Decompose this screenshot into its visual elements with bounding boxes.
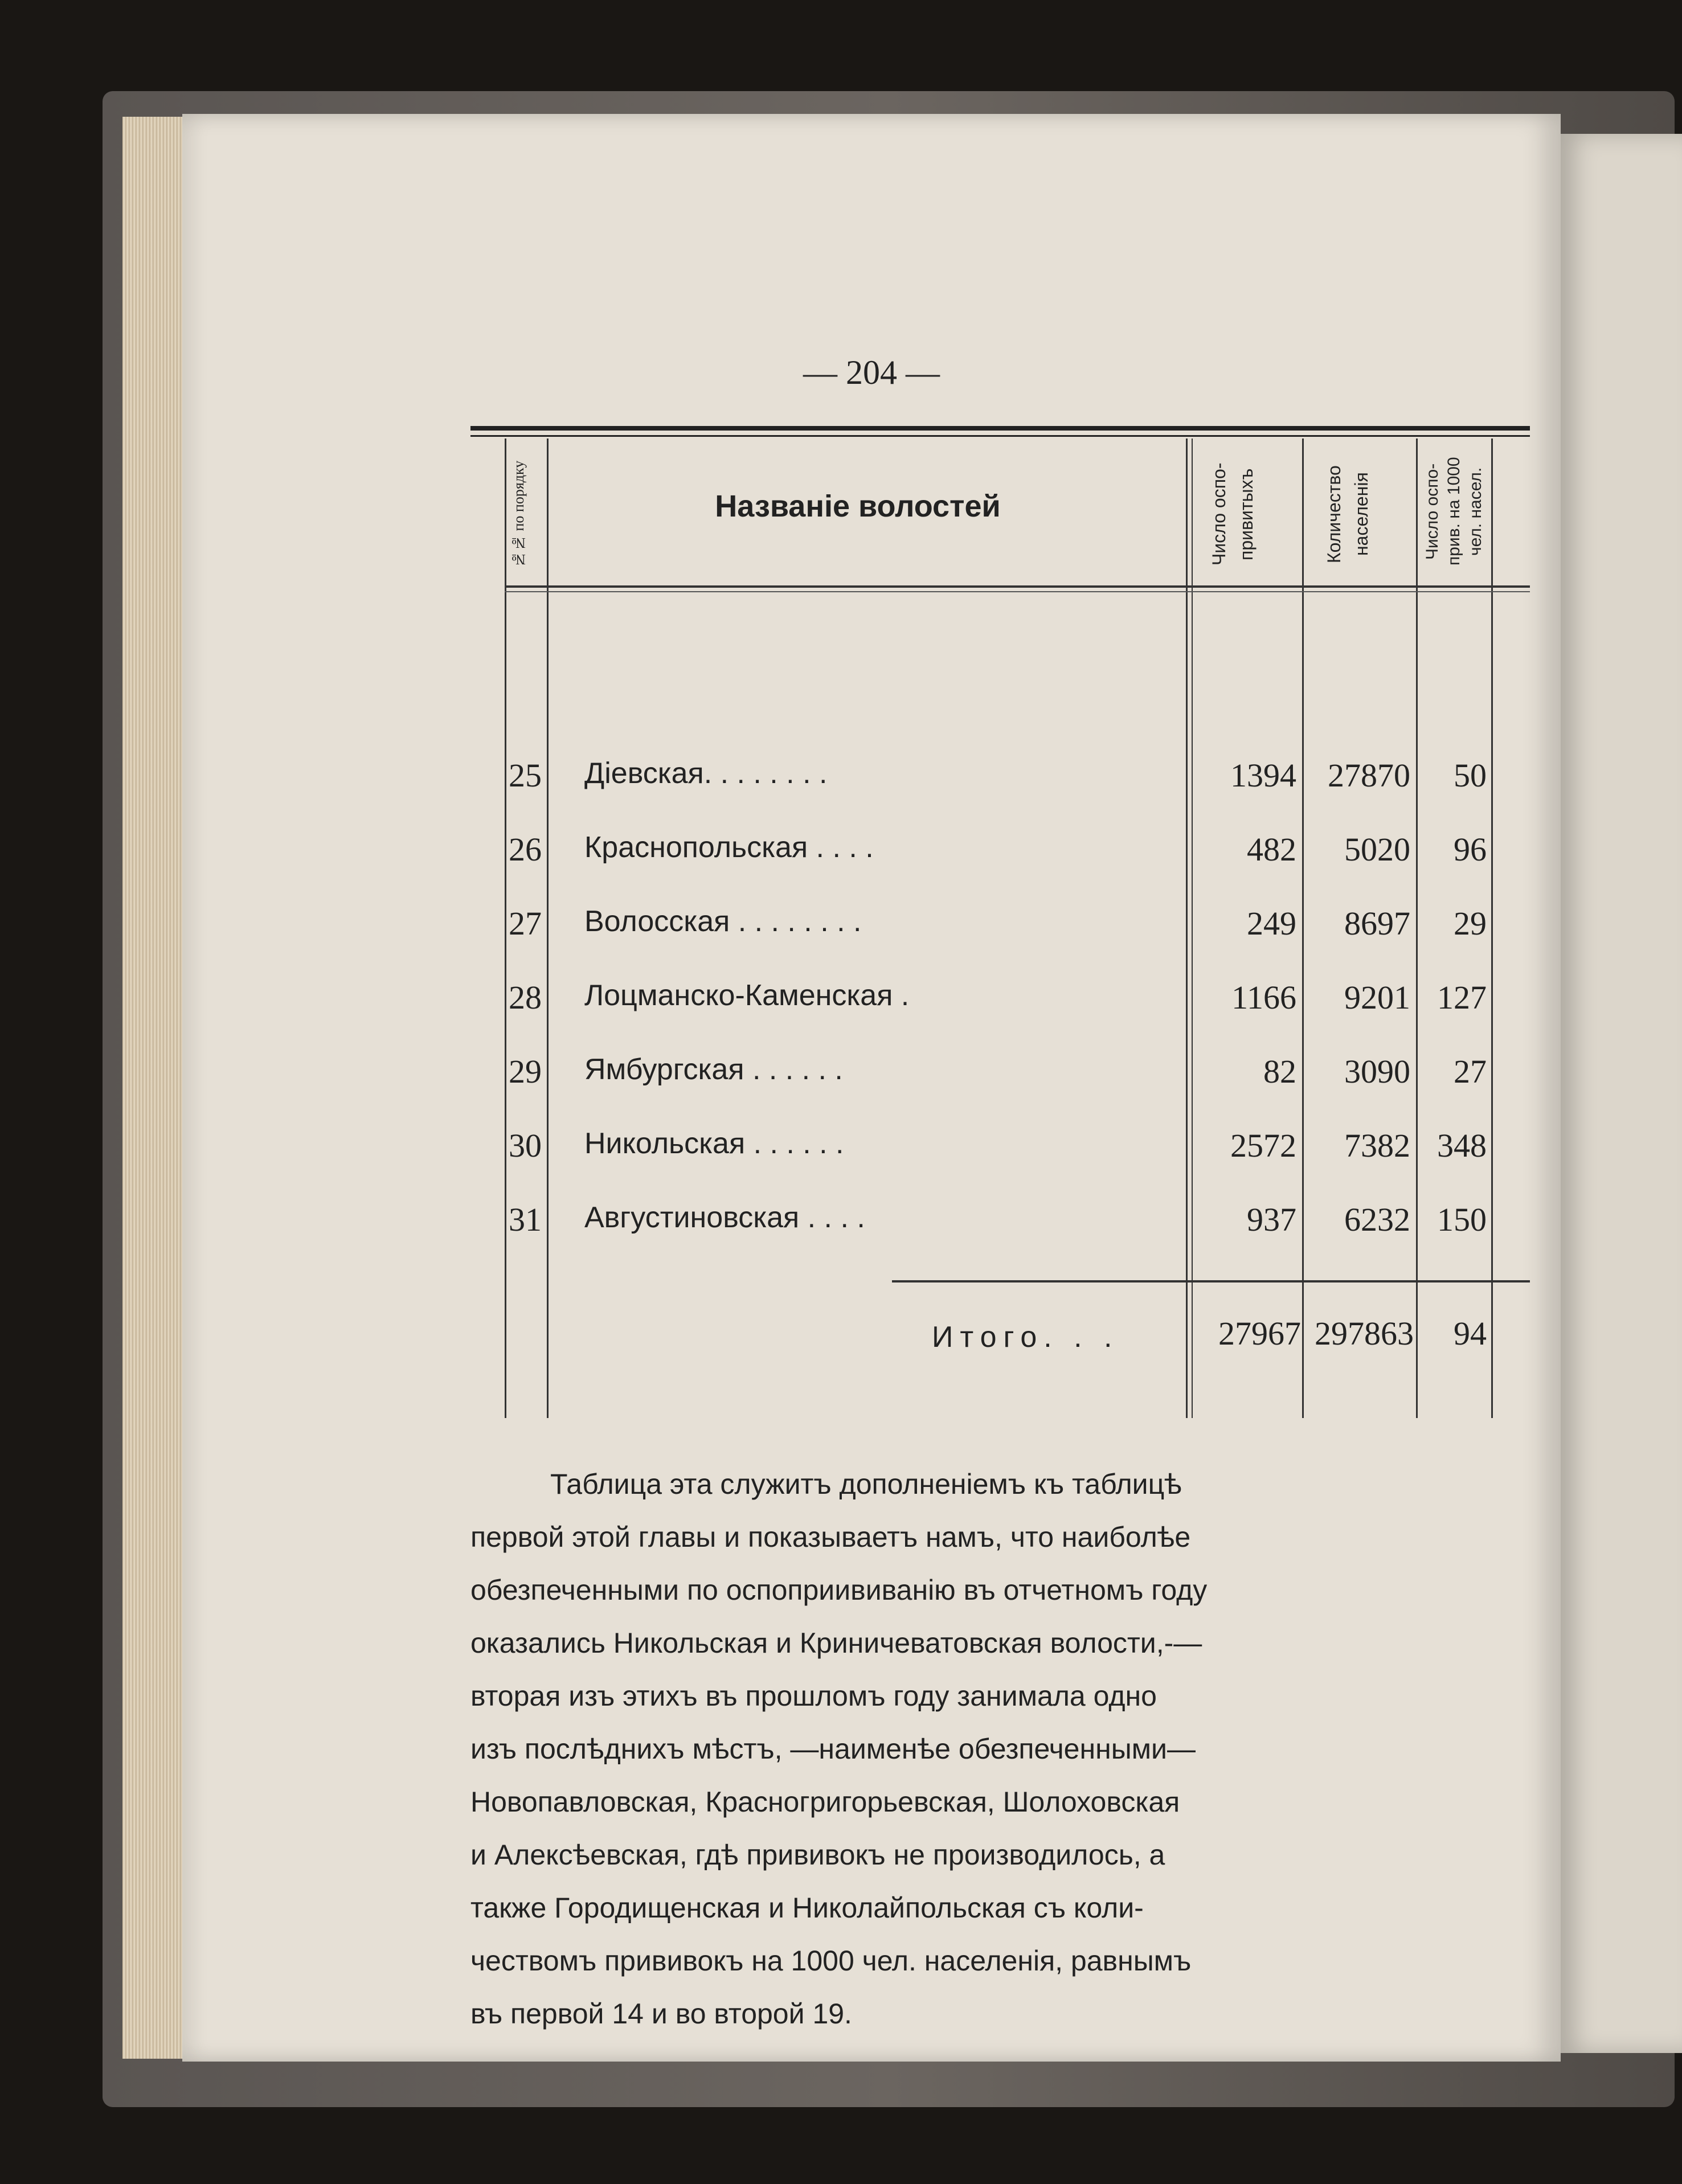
table-row [470,904,1530,973]
header-name: Названіе волостей [715,489,1001,523]
table-row [470,1126,1530,1195]
body-paragraph [470,1458,1534,2040]
total-per-1000: 94 [1454,1315,1487,1352]
page-number: — 204 — [803,354,940,391]
vaccinated-count: 249 [1247,905,1296,942]
district-name: Никольская . . . . . . [584,1127,844,1160]
district-name: Лоцманско-Каменская . [584,979,910,1012]
paragraph-line: чествомъ прививокъ на 1000 чел. населенія, равнымъ [470,1945,1192,1977]
row-number: 26 [509,831,542,868]
header-per-1000: Число оспо- прив. на 1000 чел. насел. [1423,457,1485,566]
vaccinated-count: 1394 [1230,757,1296,794]
per-1000-value: 29 [1454,905,1487,942]
table-top-rule-thin [470,435,1530,437]
total-population: 297863 [1315,1315,1414,1352]
per-1000-value: 96 [1454,831,1487,868]
paragraph-line: обезпеченными по оспоприививанію въ отчетномъ году [470,1574,1208,1606]
header-rule [505,585,1530,588]
per-1000-value: 50 [1454,757,1487,794]
paragraph-line: вторая изъ этихъ въ прошломъ году занимала одно [470,1680,1157,1712]
paragraph-line: изъ послѣднихъ мѣстъ, —наименѣе обезпеченными— [470,1733,1196,1765]
vaccinated-count: 1166 [1231,979,1296,1016]
per-1000-value: 348 [1437,1127,1487,1164]
district-name: Ямбургская . . . . . . [584,1053,843,1086]
table-row [470,1052,1530,1121]
vaccinated-count: 2572 [1230,1127,1296,1164]
paragraph-line: Новопавловская, Красногригорьевская, Шолоховская [470,1786,1180,1818]
total-label: Итого. . . [932,1321,1119,1354]
district-vaccination-table [470,426,1530,1423]
population-count: 5020 [1344,831,1410,868]
table-top-rule [470,426,1530,431]
row-number: 30 [509,1127,542,1164]
header-index: №№ по порядку [510,460,527,568]
population-count: 9201 [1344,979,1410,1016]
book-page [182,114,1561,2062]
total-rule [892,1280,1530,1282]
paragraph-line: и Алексѣевская, гдѣ прививокъ не производилось, а [470,1839,1165,1871]
paragraph-line: первой этой главы и показываетъ намъ, что наиболѣе [470,1521,1191,1553]
population-count: 8697 [1344,905,1410,942]
table-total-row [470,1314,1530,1383]
district-name: Краснопольская . . . . [584,831,874,864]
table-row [470,756,1530,825]
vaccinated-count: 82 [1263,1053,1296,1090]
district-name: Діевская. . . . . . . . [584,757,828,790]
paragraph-line: оказались Никольская и Криничеватовская волости,-— [470,1627,1202,1659]
paragraph-line: въ первой 14 и во второй 19. [470,1998,852,2030]
paragraph-line: также Городищенская и Николайпольская съ коли- [470,1892,1144,1924]
per-1000-value: 127 [1437,979,1487,1016]
row-number: 25 [509,757,542,794]
table-row [470,978,1530,1047]
vaccinated-count: 482 [1247,831,1296,868]
vaccinated-count: 937 [1247,1201,1296,1238]
page-edges [122,117,191,2059]
population-count: 27870 [1328,757,1410,794]
total-vaccinated: 27967 [1218,1315,1301,1352]
district-name: Августиновская . . . . [584,1201,865,1234]
population-count: 7382 [1344,1127,1410,1164]
facing-page-edge [1558,134,1682,2053]
row-number: 29 [509,1053,542,1090]
row-number: 27 [509,905,542,942]
population-count: 6232 [1344,1201,1410,1238]
header-vaccinated: Число оспо- привитыхъ [1209,462,1257,566]
district-name: Волосская . . . . . . . . [584,905,862,938]
paragraph-line: Таблица эта служитъ дополненіемъ къ таблицѣ [550,1468,1182,1500]
header-population: Количество населенія [1324,465,1372,563]
per-1000-value: 27 [1454,1053,1487,1090]
header-rule-thin [505,591,1530,592]
row-number: 31 [509,1201,542,1238]
table-row [470,830,1530,899]
per-1000-value: 150 [1437,1201,1487,1238]
population-count: 3090 [1344,1053,1410,1090]
row-number: 28 [509,979,542,1016]
table-row [470,1200,1530,1269]
